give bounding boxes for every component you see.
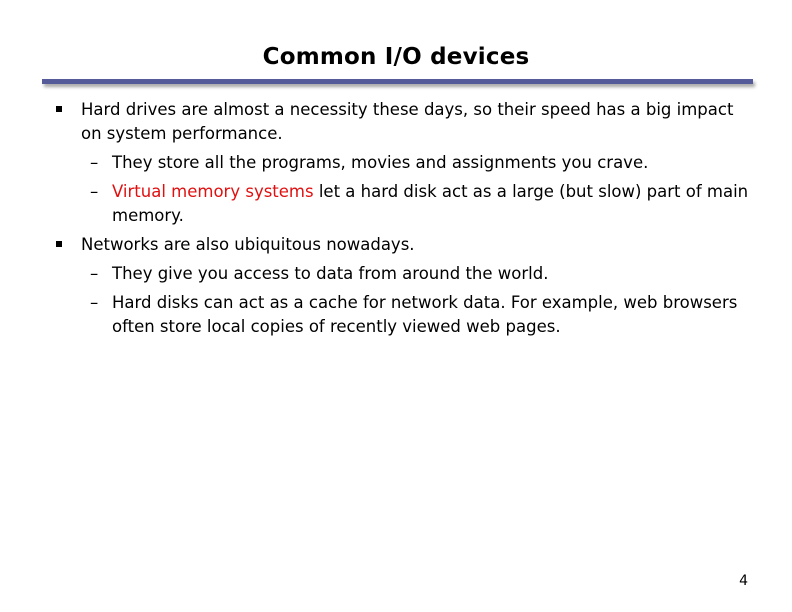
slide-title: Common I/O devices bbox=[262, 44, 530, 70]
bullet-text: Hard drives are almost a necessity these days, so their speed has a big impact on system performance. bbox=[81, 100, 734, 143]
bullet-list bbox=[56, 98, 756, 344]
sub-bullet-item bbox=[56, 262, 756, 286]
sub-bullet-text: They give you access to data from around the world. bbox=[112, 264, 549, 283]
bullet-item bbox=[56, 98, 756, 146]
dash-bullet-icon: – bbox=[90, 182, 99, 201]
sub-bullet-text: Hard disks can act as a cache for network data. For example, web browsers often store local copies of recently viewed web pages. bbox=[112, 293, 738, 336]
square-bullet-icon bbox=[56, 241, 62, 247]
dash-bullet-icon: – bbox=[90, 293, 99, 312]
sub-bullet-item bbox=[56, 151, 756, 175]
bullet-text: Networks are also ubiquitous nowadays. bbox=[81, 235, 415, 254]
dash-bullet-icon: – bbox=[90, 264, 99, 283]
sub-bullet-item bbox=[56, 291, 756, 339]
page-number: 4 bbox=[739, 573, 748, 589]
title-divider bbox=[42, 79, 753, 84]
dash-bullet-icon: – bbox=[90, 153, 99, 172]
highlighted-term: Virtual memory systems bbox=[112, 182, 314, 201]
bullet-item bbox=[56, 233, 756, 257]
sub-bullet-text: let a hard disk act as a large (but slow) part of main memory. bbox=[112, 182, 749, 225]
sub-bullet-item bbox=[56, 180, 756, 228]
sub-bullet-text: They store all the programs, movies and assignments you crave. bbox=[112, 153, 649, 172]
square-bullet-icon bbox=[56, 106, 62, 112]
